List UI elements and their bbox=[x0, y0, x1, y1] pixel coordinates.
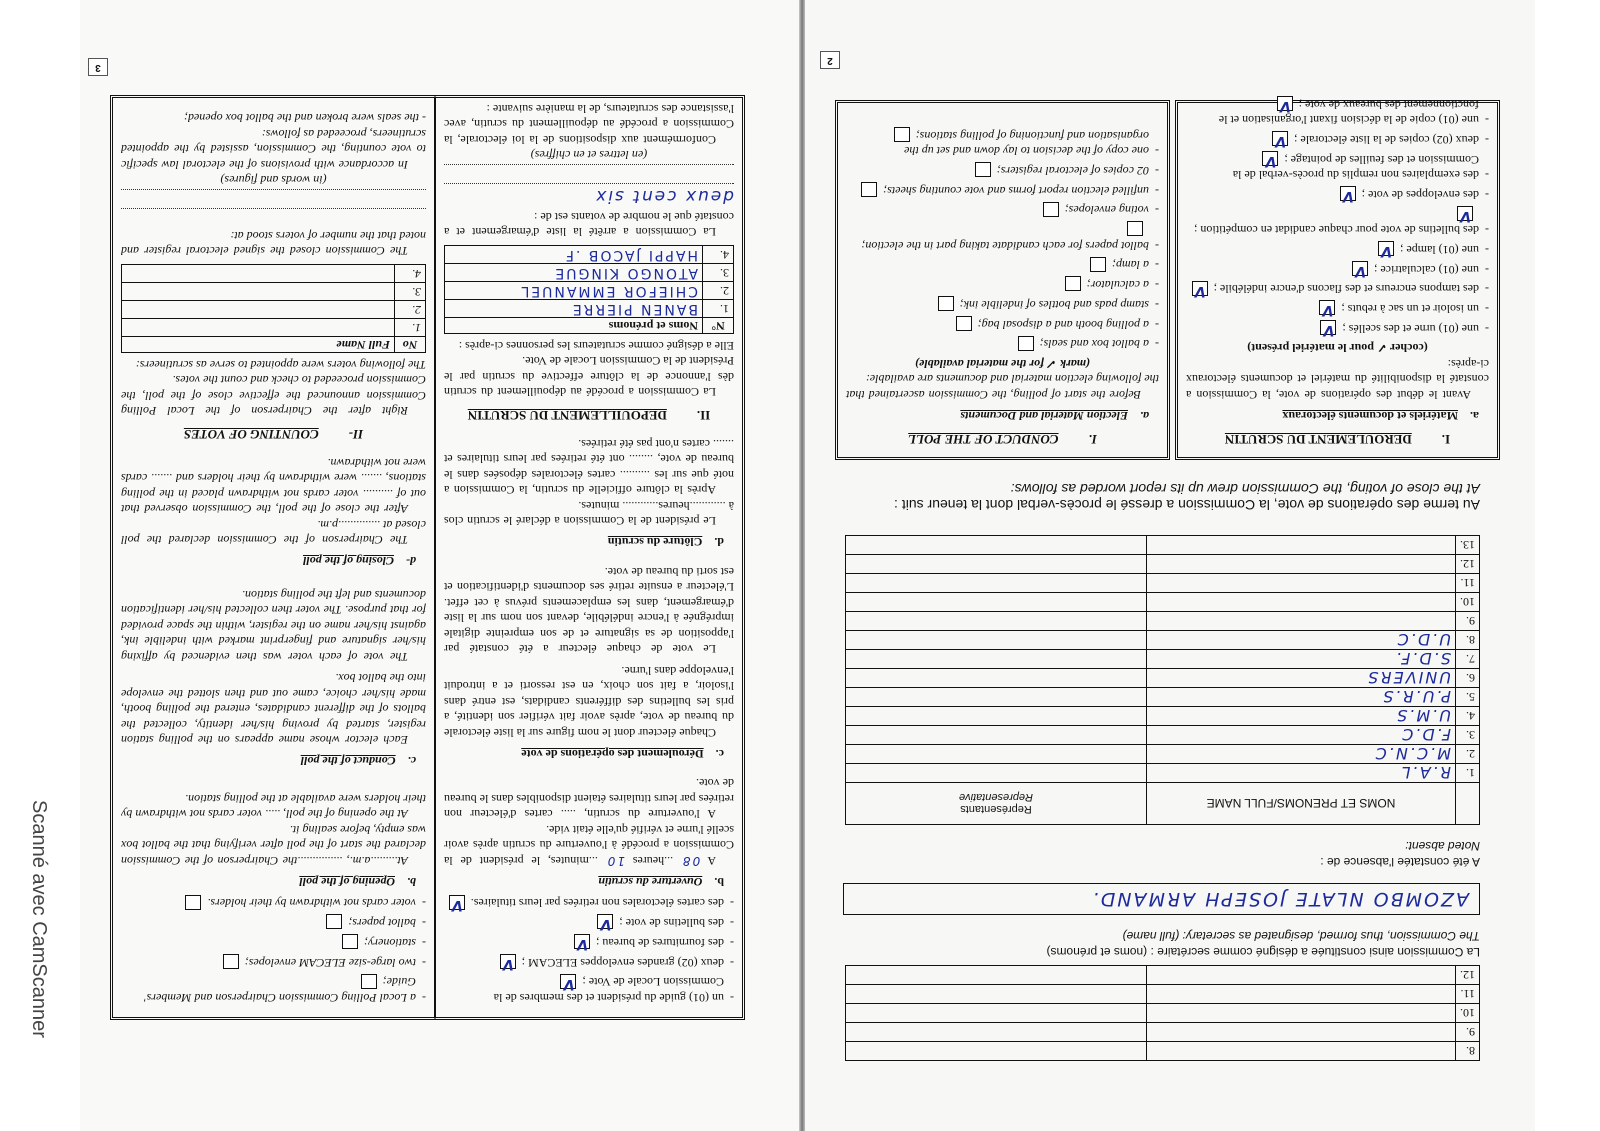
checkbox[interactable] bbox=[861, 182, 877, 197]
checklist-item-label: une (01) calculatrice ; bbox=[1374, 262, 1479, 277]
checklist-item-label: des cartes électorales non retirées par leurs titulaires. bbox=[470, 896, 724, 911]
subsection-letter: c. bbox=[715, 746, 724, 761]
representative-cell[interactable] bbox=[846, 985, 1147, 1004]
representative-cell[interactable] bbox=[846, 745, 1147, 764]
checklist-item-label: a ballot box and seals; bbox=[1039, 337, 1149, 352]
page-number-3: 3 bbox=[88, 58, 108, 76]
row-number: 9. bbox=[1456, 612, 1480, 631]
row-number: 2. bbox=[395, 301, 426, 319]
name-cell[interactable]: U.M.S bbox=[1147, 707, 1456, 726]
opening-minutes-field[interactable]: 10 bbox=[605, 853, 625, 868]
subsection-title: Election Material and Documents bbox=[960, 409, 1128, 423]
scrutineer-name-cell[interactable]: HAPPI JACOB .F bbox=[445, 246, 703, 264]
scrutineer-name-cell[interactable] bbox=[122, 283, 395, 301]
scrutineer-name-cell[interactable] bbox=[122, 265, 395, 283]
page-number-2: 2 bbox=[820, 51, 840, 69]
header-full-name: NOMS ET PRENOMS/FULL NAME bbox=[1147, 783, 1456, 825]
checklist-item bbox=[121, 954, 426, 970]
subsection-letter: a. bbox=[1140, 409, 1149, 423]
subsection-title-conduct: Déroulement des opérations de vote bbox=[521, 746, 704, 761]
voters-count-field[interactable]: deux cent six bbox=[444, 183, 734, 206]
checkbox[interactable] bbox=[1018, 336, 1034, 351]
representative-cell[interactable] bbox=[846, 1023, 1147, 1042]
voters-count-line bbox=[121, 189, 426, 206]
table-row bbox=[122, 319, 426, 337]
row-number: 8. bbox=[1456, 631, 1480, 650]
subsection-title-conduct: Conduct of the poll bbox=[300, 754, 396, 769]
checkbox[interactable] bbox=[1262, 151, 1278, 166]
row-number: 2. bbox=[1456, 745, 1480, 764]
section-title-counting: DEPOUILLEMENT DU SCRUTIN bbox=[467, 408, 667, 424]
row-number: 3. bbox=[1456, 726, 1480, 745]
checklist-item bbox=[444, 934, 734, 950]
checklist-item bbox=[846, 202, 1159, 218]
conduct-text-2: The vote of each voter was then evidenced by affixing his/her signature and fingerprint marked with indelible ink, against his/her name on the register, within the space provided for that purpose. The voter then collected his/her identification documents and left the polling station. bbox=[121, 587, 426, 664]
name-cell[interactable]: P.U.R.S bbox=[1147, 688, 1456, 707]
name-cell[interactable]: F.D.C bbox=[1147, 726, 1456, 745]
closing-text-1: Le président de la Commission a déclaré le scrutin clos à ............heures............ minutes. bbox=[444, 498, 734, 529]
checklist-item bbox=[846, 222, 1159, 253]
table-row bbox=[846, 764, 1480, 783]
name-cell[interactable] bbox=[1147, 555, 1456, 574]
subsection-title-closing: Clôture du scrutin bbox=[607, 535, 703, 550]
absent-label-en: Noted absent: bbox=[1405, 839, 1480, 854]
scrutineer-name-cell[interactable] bbox=[122, 319, 395, 337]
material-intro: Avant le début des opérations de vote, la Commission a constaté la disponibilité du matériel et documents électoraux ci-après: bbox=[1186, 357, 1489, 402]
material-checklist-fr-cont bbox=[444, 895, 734, 1005]
checkbox[interactable] bbox=[342, 934, 358, 949]
checklist-item-label: voting envelopes; bbox=[1064, 203, 1149, 218]
table-row bbox=[846, 1042, 1480, 1061]
checklist-item-label: deux (02) copies de la liste électorale ; bbox=[1294, 133, 1479, 147]
checklist-item bbox=[1186, 131, 1489, 147]
name-cell[interactable] bbox=[1147, 574, 1456, 593]
checkbox[interactable] bbox=[1090, 257, 1106, 272]
row-number: 12. bbox=[1456, 966, 1480, 985]
checklist-item-label: un (01) guide du président et des membres de la Commission Locale de Vote ; bbox=[493, 975, 724, 1005]
subsection-title-closing: Closing of the poll bbox=[302, 554, 394, 569]
name-cell[interactable]: M.C.N.C bbox=[1147, 745, 1456, 764]
representative-cell[interactable] bbox=[846, 650, 1147, 669]
table-row bbox=[445, 246, 734, 264]
table-row bbox=[846, 966, 1480, 985]
table-row bbox=[122, 283, 426, 301]
checkbox[interactable] bbox=[894, 127, 910, 142]
checklist-item bbox=[1186, 186, 1489, 202]
checklist-item bbox=[121, 895, 426, 911]
section-title: CONDUCT OF THE POLL bbox=[908, 432, 1059, 447]
representative-cell[interactable] bbox=[846, 966, 1147, 985]
closing-text-1: The Chairperson of the Commission declared the poll closed at ..............p.m. bbox=[121, 517, 426, 548]
table-row bbox=[846, 574, 1480, 593]
row-number: 4. bbox=[395, 265, 426, 283]
column-fr bbox=[435, 95, 745, 1020]
subsection-letter: a. bbox=[1470, 409, 1479, 423]
table-row bbox=[445, 264, 734, 282]
checkbox[interactable] bbox=[1320, 320, 1336, 335]
checklist-item-label: a Local Polling Commission Chairperson and Members' Guide; bbox=[144, 975, 416, 1005]
section-number: I. bbox=[1088, 432, 1097, 447]
representative-cell[interactable] bbox=[846, 1004, 1147, 1023]
row-number: 11. bbox=[1456, 574, 1480, 593]
subsection-letter: d- bbox=[406, 554, 416, 569]
scrutineers-table-en bbox=[121, 264, 426, 353]
checkbox[interactable] bbox=[1277, 96, 1293, 111]
checklist-item bbox=[846, 162, 1159, 178]
checklist-item-label: une (01) copie de la décision fixant l'organisation et le fonctionnement des bureaux de vote ; bbox=[1218, 97, 1479, 128]
subsection-letter: c. bbox=[407, 754, 416, 769]
representative-cell[interactable] bbox=[846, 688, 1147, 707]
table-row bbox=[846, 650, 1480, 669]
table-row bbox=[846, 688, 1480, 707]
subsection-letter: d. bbox=[714, 535, 724, 550]
checkbox[interactable] bbox=[1352, 261, 1368, 276]
checkbox[interactable] bbox=[449, 895, 465, 910]
table-row bbox=[846, 536, 1480, 555]
checkbox[interactable] bbox=[597, 915, 613, 930]
counting-text-1: Right after the Chairperson of the Local Polling Commission announced the effective close of the poll, the Commission proceeded to check and count the votes. bbox=[121, 373, 426, 419]
name-cell[interactable] bbox=[1147, 612, 1456, 631]
text: ...minutes, le président de la Commission a procédé à l'ouverture du scrutin après avoir scellé l'urne et vérifié qu'elle était vide. bbox=[444, 822, 734, 868]
header-name: Full Name bbox=[122, 337, 395, 353]
name-cell[interactable]: UNIVERS bbox=[1147, 669, 1456, 688]
scrutineer-name-cell[interactable] bbox=[122, 301, 395, 319]
table-row bbox=[846, 612, 1480, 631]
checkbox[interactable] bbox=[1043, 202, 1059, 217]
voters-hint: (en lettres et en chiffres) bbox=[530, 148, 648, 163]
secretary-name-field[interactable]: AZOMBO NLATE JOSEPH ARMAND. bbox=[843, 883, 1480, 915]
table-row bbox=[846, 707, 1480, 726]
checklist-item bbox=[846, 257, 1159, 273]
report-intro-fr: Au terme des opérations de vote, la Commission a dressé le procès-verbal dont la teneur suit : bbox=[894, 497, 1480, 513]
section-number: I. bbox=[1441, 432, 1451, 447]
checklist-item-label: des fournitures de bureau ; bbox=[596, 936, 724, 950]
checkbox[interactable] bbox=[1065, 277, 1081, 292]
table-row bbox=[846, 669, 1480, 688]
representative-cell[interactable] bbox=[846, 612, 1147, 631]
checkbox[interactable] bbox=[1319, 301, 1335, 316]
column-en bbox=[110, 95, 435, 1020]
voters-count-field[interactable] bbox=[121, 208, 426, 225]
row-number: 10. bbox=[1456, 593, 1480, 612]
checklist-item-label: voter cards not withdrawn by their holders. bbox=[207, 896, 416, 911]
table-row bbox=[846, 726, 1480, 745]
header-name: Noms et prénoms bbox=[445, 318, 703, 334]
checklist-item bbox=[1186, 320, 1489, 336]
representative-cell[interactable] bbox=[846, 536, 1147, 555]
row-number: 10. bbox=[1456, 1004, 1480, 1023]
closing-text-2: After the close of the poll, the Commission observed that out of .......... voter cards not withdrawn placed in the polling stations, ....... were withdrawn by their holders and ....... cards were not withdrawn. bbox=[121, 455, 426, 517]
row-number: 1. bbox=[703, 300, 734, 318]
subsection-title-opening: Opening of the poll bbox=[299, 874, 395, 889]
checklist-item-label: des bulletins de vote pour chaque candidat en compétition ; bbox=[1194, 223, 1479, 238]
checklist-item bbox=[444, 974, 734, 1005]
subsection-title: Matériels et documents électoraux bbox=[1282, 409, 1458, 423]
checklist-item bbox=[846, 316, 1159, 332]
name-cell[interactable]: R.A.L bbox=[1147, 764, 1456, 783]
subsection-title-opening: Ouverture du scrutin bbox=[598, 874, 703, 889]
representative-cell[interactable] bbox=[846, 764, 1147, 783]
table-row bbox=[122, 301, 426, 319]
representative-cell[interactable] bbox=[846, 574, 1147, 593]
representative-cell[interactable] bbox=[846, 1042, 1147, 1061]
counting-procedure-text: Conformément aux dispositions de la loi électorale, la Commission a procédé au dépouillement du scrutin, avec l'assistance des scrutateurs, de la manière suivante : bbox=[444, 101, 734, 147]
voters-text: The Commission closed the signed electoral register and noted that the number of voters stood at: bbox=[121, 228, 426, 259]
row-number: 2. bbox=[703, 282, 734, 300]
row-number: 4. bbox=[1456, 707, 1480, 726]
row-number: 5. bbox=[1456, 688, 1480, 707]
material-checklist-en-cont bbox=[121, 895, 426, 1005]
table-row bbox=[445, 300, 734, 318]
section-title: DEROULEMENT DU SCRUTIN bbox=[1224, 432, 1412, 447]
representative-cell[interactable] bbox=[846, 555, 1147, 574]
checklist-item bbox=[1186, 206, 1489, 237]
absent-table bbox=[845, 535, 1480, 825]
checklist-item bbox=[846, 127, 1159, 158]
material-intro: Before the start of polling, the Commission ascertained that the following election material and documents are available: bbox=[846, 372, 1159, 402]
checkbox[interactable] bbox=[1340, 186, 1356, 201]
name-cell[interactable] bbox=[1147, 985, 1456, 1004]
row-number: 8. bbox=[1456, 1042, 1480, 1061]
header-no: N° bbox=[703, 318, 734, 334]
row-number: 11. bbox=[1456, 985, 1480, 1004]
checklist-item bbox=[1186, 301, 1489, 317]
name-cell[interactable] bbox=[1147, 1042, 1456, 1061]
row-number: 3. bbox=[395, 283, 426, 301]
checkbox[interactable] bbox=[1127, 222, 1143, 237]
table-row bbox=[846, 631, 1480, 650]
checklist-item bbox=[846, 336, 1159, 352]
material-checklist-en bbox=[846, 127, 1159, 352]
checklist-item-label: des bulletins de vote ; bbox=[619, 916, 724, 931]
conduct-text-1: Chaque électeur dont le nom figure sur la liste électorale du bureau de vote, après avoir fait vérifier son identité, a pris les bulletins des différents candidats, est entré dans l'isoloir, a fait son choix, en est ressorti et a introduit l'enveloppe dans l'urne. bbox=[444, 663, 734, 740]
checklist-item-label: 02 copies of electoral registers; bbox=[996, 164, 1149, 178]
table-row bbox=[846, 593, 1480, 612]
checklist-item-label: une (01) urne et des scellés ; bbox=[1342, 322, 1479, 336]
section-conduct-en bbox=[835, 100, 1170, 460]
row-number: 1. bbox=[395, 319, 426, 337]
name-cell[interactable] bbox=[1147, 1023, 1456, 1042]
representative-cell[interactable] bbox=[846, 707, 1147, 726]
checklist-item-label: ballot papers for each candidate taking part in the election; bbox=[861, 238, 1149, 253]
text: A bbox=[700, 853, 716, 868]
opening-time-text bbox=[444, 821, 734, 868]
header-no: No bbox=[395, 337, 426, 353]
section-number: II- bbox=[348, 427, 364, 443]
table-row bbox=[846, 1023, 1480, 1042]
row-number: 3. bbox=[703, 264, 734, 282]
checkbox[interactable] bbox=[1378, 241, 1394, 256]
counting-step-1: - the seals were broken and the ballot box opened; bbox=[183, 111, 426, 126]
page-fold bbox=[799, 0, 805, 1131]
checklist-item-label: a lamp; bbox=[1112, 258, 1149, 273]
checkbox[interactable] bbox=[1272, 131, 1288, 146]
checklist-item-label: des exemplaires non remplis du procès-verbal de la Commission et des feuilles de pointage ; bbox=[1232, 152, 1479, 183]
checkbox[interactable] bbox=[560, 974, 576, 989]
row-number: 12. bbox=[1456, 555, 1480, 574]
name-cell[interactable]: U.D.C bbox=[1147, 631, 1456, 650]
text: ...heures bbox=[624, 853, 681, 868]
table-row bbox=[445, 282, 734, 300]
checklist-item bbox=[846, 182, 1159, 198]
checkbox[interactable] bbox=[1192, 281, 1208, 296]
row-number: 1. bbox=[1456, 764, 1480, 783]
row-number: 6. bbox=[1456, 669, 1480, 688]
header-rep-en: Representative bbox=[959, 791, 1033, 804]
checklist-item bbox=[1186, 261, 1489, 277]
checklist-item-label: two large-size ELECAM envelopes; bbox=[244, 955, 416, 970]
representative-cell[interactable] bbox=[846, 631, 1147, 650]
checkbox[interactable] bbox=[1457, 206, 1473, 221]
absent-label-fr: A été constatée l'absence de : bbox=[1320, 855, 1480, 869]
counting-text-2: Elle a désigné comme scrutateurs les personnes ci-après : bbox=[458, 338, 734, 353]
checklist-item-label: a polling booth and a disposal bag; bbox=[977, 317, 1149, 332]
row-number: 4. bbox=[703, 246, 734, 264]
camscanner-watermark: Scanné avec CamScanner bbox=[28, 800, 50, 1038]
checklist-item bbox=[444, 915, 734, 931]
counting-text-1: La Commission a procédé au dépouillement du scrutin dès l'annonce de la clôture effective du scrutin par le Président de la Commission Locale de Vote. bbox=[444, 354, 734, 400]
checklist-item bbox=[444, 954, 734, 970]
checkbox[interactable] bbox=[956, 316, 972, 331]
checkbox[interactable] bbox=[938, 296, 954, 311]
representative-cell[interactable] bbox=[846, 726, 1147, 745]
representative-cell[interactable] bbox=[846, 593, 1147, 612]
section-number: II. bbox=[696, 408, 711, 424]
checklist-item bbox=[1186, 241, 1489, 257]
counting-text-2: The following voters were appointed to serve as scrutineers: bbox=[135, 357, 426, 372]
material-checklist-fr bbox=[1186, 96, 1489, 336]
checkbox[interactable] bbox=[326, 915, 342, 930]
table-row bbox=[122, 265, 426, 283]
header-rep-fr: Représentants bbox=[960, 803, 1032, 816]
name-cell[interactable] bbox=[1147, 536, 1456, 555]
checklist-item bbox=[121, 934, 426, 950]
checklist-item-label: des enveloppes de vote ; bbox=[1361, 188, 1479, 202]
checkbox[interactable] bbox=[361, 974, 377, 989]
secretary-label-en: The Commission, thus formed, designated as secretary: (full name) bbox=[1122, 929, 1480, 944]
section-conduct-fr bbox=[1175, 97, 1500, 460]
name-cell[interactable] bbox=[1147, 593, 1456, 612]
secretary-label-fr: La Commission ainsi constituée a désigné comme secrétaire : (noms et prénoms) bbox=[1046, 945, 1480, 959]
name-cell[interactable]: S.D.F. bbox=[1147, 650, 1456, 669]
checklist-item bbox=[1186, 151, 1489, 182]
conduct-text-1: Each elector whose name appears on the polling station register, started by proving his/her identity, collected the ballots of the different candidates, entered the polling booth, made his/her choice, came out and then slotted the envelope into the ballot box. bbox=[121, 671, 426, 748]
checkbox[interactable] bbox=[185, 895, 201, 910]
subsection-letter: b. bbox=[714, 874, 724, 889]
checklist-item bbox=[444, 895, 734, 911]
checklist-item-label: ballot papers; bbox=[348, 916, 416, 931]
row-number: 13. bbox=[1456, 536, 1480, 555]
checklist-item-label: a calculator; bbox=[1086, 278, 1149, 293]
header-representative bbox=[846, 783, 1147, 825]
opening-cards-text: A l'ouverture du scrutin, ..... cartes d'électeur non retirées par leurs titulaires étaient disponibles dans le bureau de vote. bbox=[444, 776, 734, 822]
checkbox[interactable] bbox=[574, 934, 590, 949]
section-title-counting: COUNTING OF VOTES bbox=[183, 427, 319, 443]
voters-count-line bbox=[444, 164, 734, 181]
scrutineers-table-fr bbox=[444, 245, 734, 334]
checkbox[interactable] bbox=[500, 954, 516, 969]
checkbox[interactable] bbox=[975, 162, 991, 177]
table-row bbox=[846, 745, 1480, 764]
checkbox[interactable] bbox=[223, 954, 239, 969]
checklist-item bbox=[121, 915, 426, 931]
name-cell[interactable] bbox=[1147, 966, 1456, 985]
material-instruction: (mark ✓ for the material available) bbox=[914, 357, 1091, 371]
closing-text-2: Après la clôture officielle du scrutin, la Commission a noté que sur les .......... cartes électorales déposées dans le bureau de vote, ........ ont été retirées par leurs titulaires et ....... cartes n'ont pas été retirées. bbox=[444, 436, 734, 498]
checklist-item-label: deux (02) grandes enveloppes ELECAM ; bbox=[521, 955, 724, 970]
voters-text: La Commission a arrêté la liste d'émargement et a constaté que le nombre de votants est de : bbox=[444, 209, 734, 240]
checklist-item-label: stamp pads and bottles of indelible ink; bbox=[959, 298, 1149, 312]
checklist-item bbox=[1186, 281, 1489, 297]
row-number: 7. bbox=[1456, 650, 1480, 669]
opening-cards-text: At the opening of the poll, ..... voter cards not withdrawn by their holders were available at the polling station. bbox=[121, 791, 426, 822]
checklist-item-label: un isoloir et un sac à rebuts ; bbox=[1341, 302, 1479, 317]
checklist-item-label: des tampons encreurs et des flacons d'encre indélébile ; bbox=[1213, 282, 1479, 297]
checklist-item-label: stationery; bbox=[364, 936, 416, 950]
checklist-item-label: one copy of the decision to lay down and set up the organisation and functioning of polling stations; bbox=[904, 128, 1149, 159]
table-row bbox=[846, 555, 1480, 574]
voters-hint: (in words and figures) bbox=[220, 173, 327, 188]
checklist-item bbox=[121, 974, 426, 1005]
table-row bbox=[846, 985, 1480, 1004]
counting-procedure-text: In accordance with provisions of the electoral law specific to vote counting, the Commission, assisted by the appointed scrutineers, proceeded as follows: bbox=[121, 126, 426, 172]
opening-hour-field[interactable]: 08 bbox=[680, 853, 701, 868]
conduct-text-2: Le vote de chaque électeur a été constaté par l'apposition de sa signature et de son empreinte digitale imprégnée à l'encre indélébile, devant son nom sur la liste d'émargement, dans les emplacements prévus à cet effet. L'électeur a ensuite retiré ses documents d'identification et est sorti du bureau de vote. bbox=[444, 564, 734, 657]
checklist-item bbox=[846, 277, 1159, 293]
scrutineer-name-cell[interactable]: CHIEFOR EMMANUEL bbox=[445, 282, 703, 300]
row-number: 9. bbox=[1456, 1023, 1480, 1042]
report-intro-en: At the close of voting, the Commission drew up its report worded as follows: bbox=[1010, 481, 1480, 497]
checklist-item-label: unfilled election report forms and vote counting sheets; bbox=[883, 183, 1149, 198]
material-instruction: (cocher ✓ pour le matériel présent) bbox=[1247, 341, 1428, 356]
checklist-item bbox=[1186, 96, 1489, 127]
representative-cell[interactable] bbox=[846, 669, 1147, 688]
scrutineer-name-cell[interactable]: ATONGO KINGUE bbox=[445, 264, 703, 282]
checklist-item bbox=[846, 296, 1159, 312]
checklist-item-label: une (01) lampe ; bbox=[1400, 243, 1479, 257]
subsection-letter: b. bbox=[407, 874, 416, 889]
members-table-continued bbox=[845, 965, 1480, 1061]
scrutineer-name-cell[interactable]: BANEN PIERRE bbox=[445, 300, 703, 318]
table-row bbox=[846, 1004, 1480, 1023]
opening-time-text: At.........a.m., ...............the Chairperson of the Commission declared the start of the poll after verifying that the ballot box was empty, before sealing it. bbox=[121, 822, 426, 868]
name-cell[interactable] bbox=[1147, 1004, 1456, 1023]
